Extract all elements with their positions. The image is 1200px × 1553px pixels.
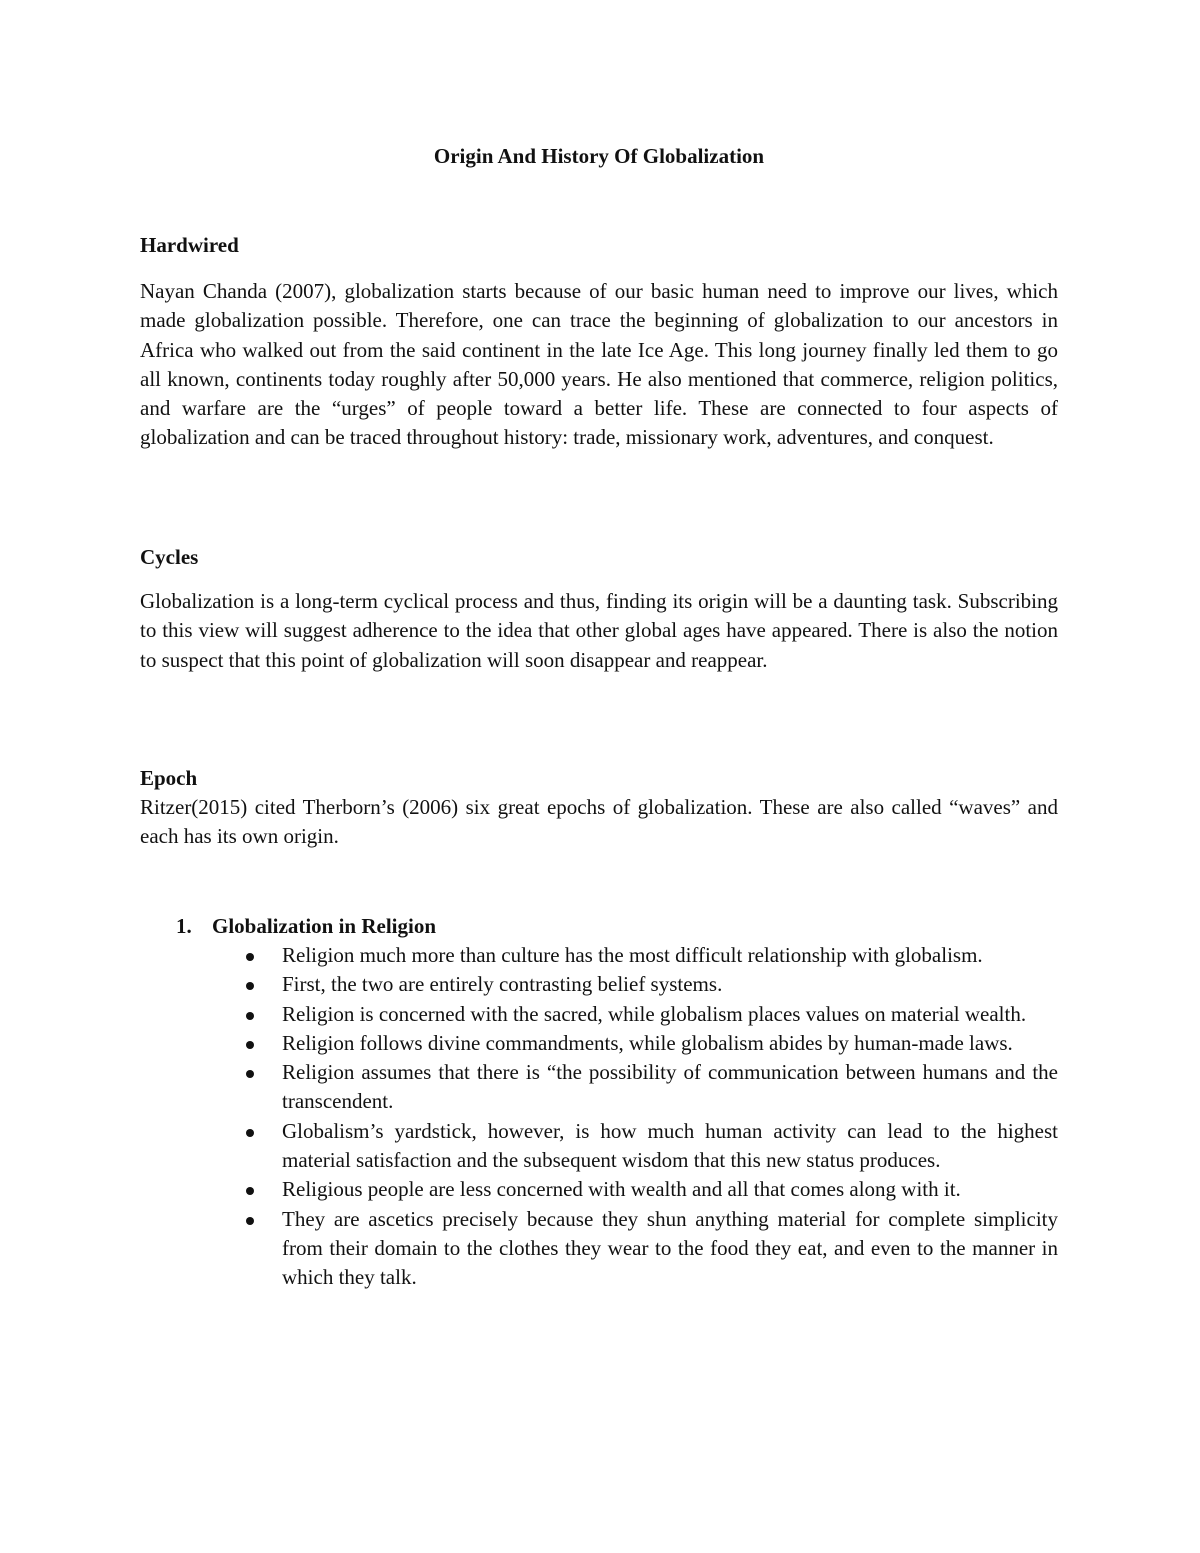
list-item-text: Religion assumes that there is “the possibility of communication between humans and the transcendent. — [282, 1060, 1058, 1114]
section-text-hardwired: Nayan Chanda (2007), globalization starts because of our basic human need to improve our lives, which made globalization possible. Therefore, one can trace the beginning of globalization to our ancestors in Africa who walked out from the said continent in the late Ice Age. This long journey finally led them to go all known, continents today roughly after 50,000 years. He also mentioned that commerce, religion politics, and warfare are the “urges” of people toward a better life. These are connected to four aspects of globalization and can be traced throughout history: trade, missionary work, adventures, and conquest. — [140, 279, 1058, 450]
bullet-icon — [246, 982, 254, 990]
list-item — [282, 941, 1058, 970]
list-item — [282, 1058, 1058, 1117]
section-heading-epoch: Epoch — [140, 766, 198, 790]
list-item — [282, 1000, 1058, 1029]
section-text-epoch: Ritzer(2015) cited Therborn’s (2006) six great epochs of globalization. These are also called “waves” and each has its own origin. — [140, 795, 1058, 849]
bullet-icon — [246, 1187, 254, 1195]
document-title: Origin And History Of Globalization — [433, 144, 765, 168]
list-item — [282, 1175, 1058, 1204]
list-item — [282, 1205, 1058, 1293]
section-heading-hardwired: Hardwired — [140, 233, 239, 257]
list-item-text: Religion is concerned with the sacred, while globalism places values on material wealth. — [282, 1001, 1027, 1026]
list-heading — [176, 911, 436, 941]
bullet-icon — [246, 1041, 254, 1049]
list-item-text: Religion much more than culture has the most difficult relationship with globalism. — [282, 943, 983, 967]
list-item — [282, 970, 1058, 999]
bullet-icon — [246, 1012, 254, 1020]
list-item-text: They are ascetics precisely because they shun anything material for complete simplicity from their domain to the clothes they wear to the food they eat, and even to the manner in which they talk. — [282, 1206, 1058, 1290]
section-heading-cycles: Cycles — [140, 545, 199, 569]
bullet-icon — [246, 1217, 254, 1225]
bullet-icon — [246, 953, 254, 961]
bullet-icon — [246, 1070, 254, 1078]
list-number: 1. — [176, 914, 192, 938]
list-title: Globalization in Religion — [212, 914, 437, 938]
bullet-icon — [246, 1129, 254, 1137]
list-item — [282, 1117, 1058, 1176]
list-item-text: First, the two are entirely contrasting belief systems. — [282, 972, 723, 997]
bullet-list — [282, 941, 1058, 1293]
list-item — [282, 1029, 1058, 1058]
list-item-text: Globalism’s yardstick, however, is how much human activity can lead to the highest material satisfaction and the subsequent wisdom that this new status produces. — [282, 1118, 1058, 1173]
list-item-text: Religion follows divine commandments, while globalism abides by human-made laws. — [282, 1030, 1013, 1055]
list-item-text: Religious people are less concerned with wealth and all that comes along with it. — [282, 1177, 961, 1202]
section-text-cycles: Globalization is a long-term cyclical process and thus, finding its origin will be a daunting task. Subscribing to this view will suggest adherence to the idea that other global ages have appeared. There is also the notion to suspect that this point of globalization will soon disappear and reappear. — [140, 589, 1058, 672]
